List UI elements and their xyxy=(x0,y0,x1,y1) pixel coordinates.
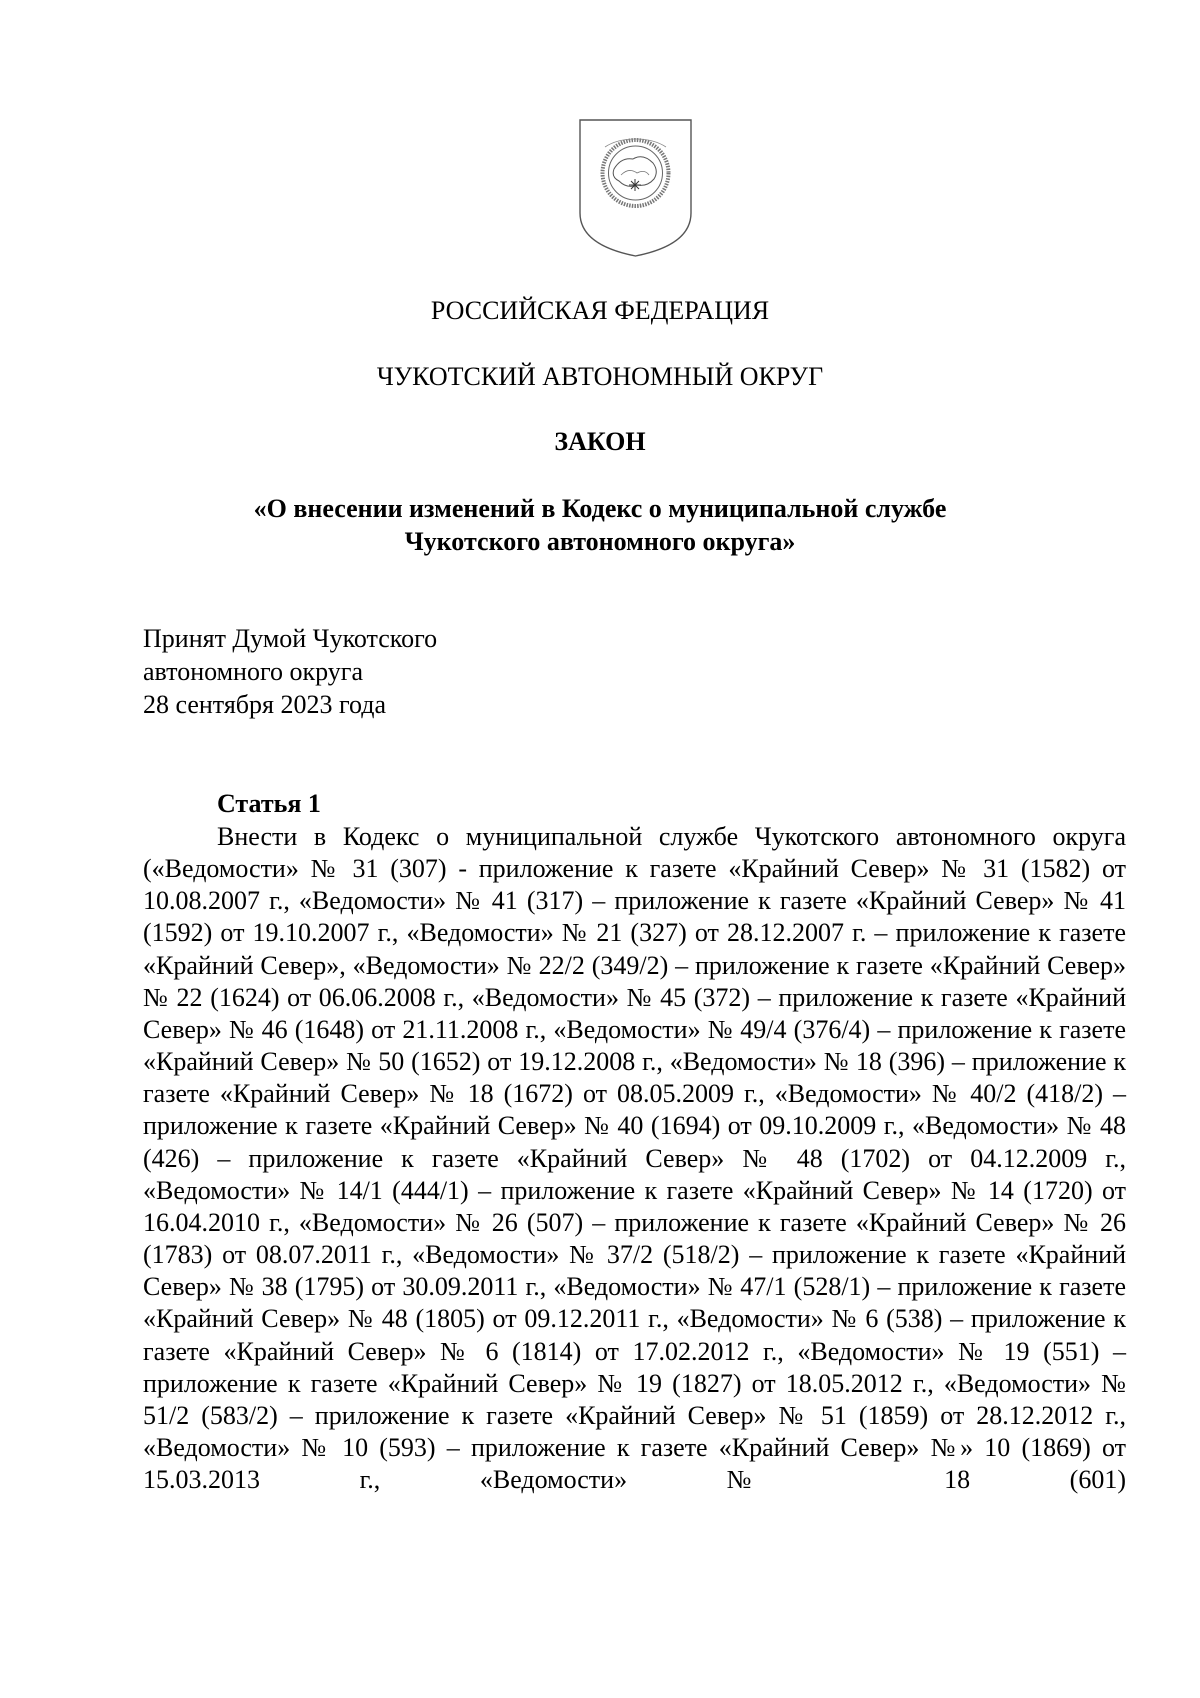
region-heading: ЧУКОТСКИЙ АВТОНОМНЫЙ ОКРУГ xyxy=(376,362,824,391)
adoption-line: Принят Думой Чукотского xyxy=(143,624,438,653)
adoption-block xyxy=(143,622,437,721)
chukotka-coat-of-arms-icon xyxy=(577,117,694,259)
article-heading: Статья 1 xyxy=(217,789,321,818)
law-title-line: Чукотского автономного округа» xyxy=(404,527,796,556)
country-heading: РОССИЙСКАЯ ФЕДЕРАЦИЯ xyxy=(430,296,770,325)
adoption-line: автономного округа xyxy=(143,657,363,686)
law-title xyxy=(0,492,1200,558)
law-title-line: «О внесении изменений в Кодекс о муниципальной службе xyxy=(253,494,947,523)
adoption-date: 28 сентября 2023 года xyxy=(143,690,387,719)
article-body-text: Внести в Кодекс о муниципальной службе Чукотского автономного округа («Ведомости» № 31 (307) - приложение к газете «Крайний Север» № 31 (1582) от 10.08.2007 г., «Ведомости» № 41 (317) – приложение к газете «Крайний Север» № 41 (1592) от 19.10.2007 г., «Ведомости» № 21 (327) от 28.12.2007 г. – приложение к газете «Крайний Север», «Ведомости» № 22/2 (349/2) – приложение к газете «Крайний Север» № 22 (1624) от 06.06.2008 г., «Ведомости» № 45 (372) – приложение к газете «Крайний Север» № 46 (1648) от 21.11.2008 г., «Ведомости» № 49/4 (376/4) – приложение к газете «Крайний Север» № 50 (1652) от 19.12.2008 г., «Ведомости» № 18 (396) – приложение к газете «Крайний Север» № 18 (1672) от 08.05.2009 г., «Ведомости» № 40/2 (418/2) – приложение к газете «Крайний Север» № 40 (1694) от 09.10.2009 г., «Ведомости» № 48 (426) – приложение к газете «Крайний Север» № 48 (1702) от 04.12.2009 г., «Ведомости» № 14/1 (444/1) – приложение к газете «Крайний Север» № 14 (1720) от 16.04.2010 г., «Ведомости» № 26 (507) – приложение к газете «Крайний Север» № 26 (1783) от 08.07.2011 г., «Ведомости» № 37/2 (518/2) – приложение к газете «Крайний Север» № 38 (1795) от 30.09.2011 г., «Ведомости» № 47/1 (528/1) – приложение к газете «Крайний Север» № 48 (1805) от 09.12.2011 г., «Ведомости» № 6 (538) – приложение к газете «Крайний Север» № 6 (1814) от 17.02.2012 г., «Ведомости» № 19 (551) – приложение к газете «Крайний Север» № 19 (1827) от 18.05.2012 г., «Ведомости» № 51/2 (583/2) – приложение к газете «Крайний Север» № 51 (1859) от 28.12.2012 г., «Ведомости» № 10 (593) – приложение к газете «Крайний Север» №» 10 (1869) от 15.03.2013 г., «Ведомости» № 18 (601) xyxy=(143,822,1126,1495)
document-type-heading: ЗАКОН xyxy=(554,427,646,456)
coat-of-arms-emblem xyxy=(577,117,694,259)
